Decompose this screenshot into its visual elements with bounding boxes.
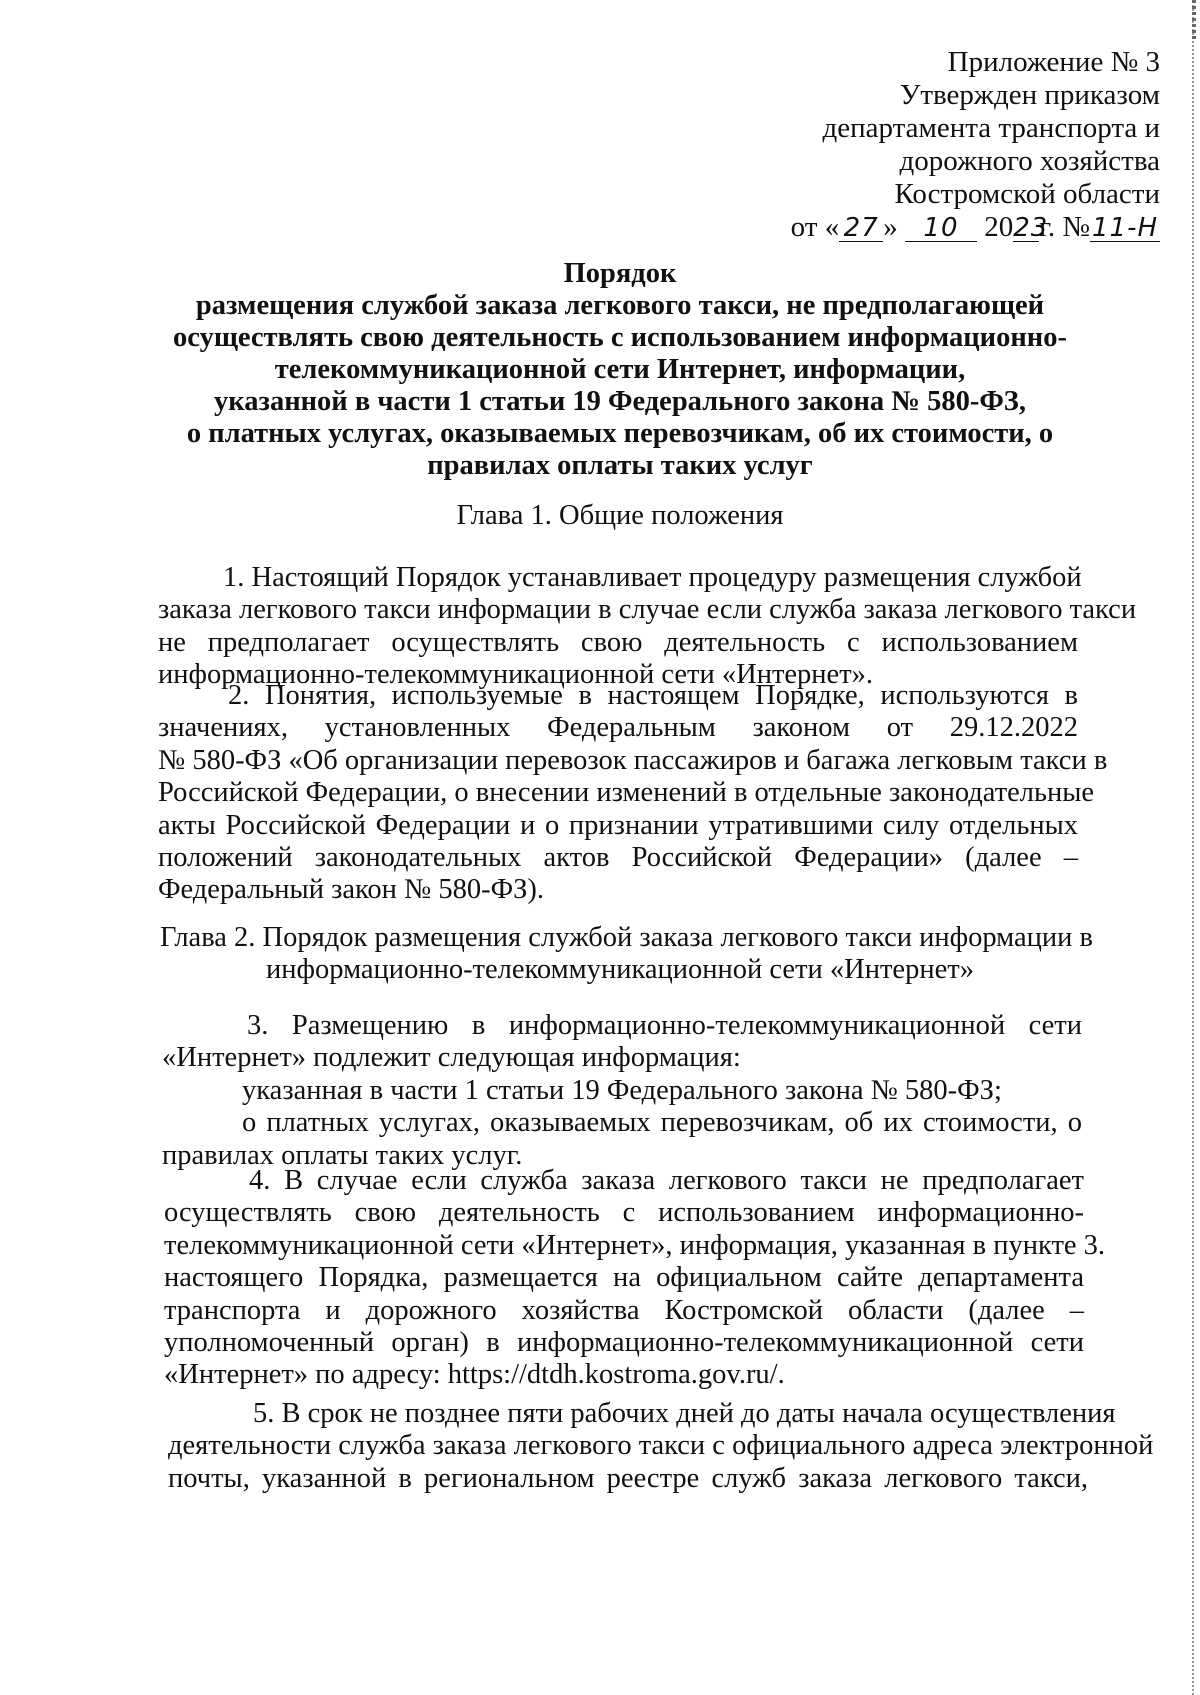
- scan-edge-mark: [1192, 0, 1196, 40]
- paragraph-line: не предполагает осуществлять свою деятельность с использованием: [158, 626, 1078, 658]
- paragraph-line: уполномоченный орган) в информационно-телекоммуникационной сети: [164, 1327, 1084, 1359]
- paragraph-line: правилах оплаты таких услуг.: [162, 1139, 523, 1171]
- paragraph-line: информационно-телекоммуникационной сети «Интернет».: [158, 659, 874, 691]
- title-line: о платных услугах, оказываемых перевозчикам, об их стоимости, о: [186, 418, 1054, 449]
- paragraph-line: положений законодательных актов Российской Федерации» (далее –: [158, 842, 1078, 874]
- chapter-heading-text: Глава 1. Общие положения: [456, 500, 784, 531]
- region-line: Костромской области: [894, 178, 1160, 210]
- paragraph-line: Федеральный закон № 580-ФЗ).: [158, 874, 544, 906]
- paragraph-line: значениях, установленных Федеральным законом от 29.12.2022: [158, 712, 1078, 744]
- paragraph-line: транспорта и дорожного хозяйства Костромской области (далее –: [164, 1294, 1084, 1326]
- chapter-2-heading: [160, 922, 1093, 986]
- paragraph-2: [158, 680, 1108, 907]
- date-prefix: от «: [790, 211, 840, 243]
- title-line: Порядок: [563, 258, 677, 289]
- paragraph-line: акты Российской Федерации и о признании утратившими силу отдельных: [158, 809, 1078, 841]
- approval-block: [740, 46, 1160, 244]
- paragraph-line: 5. В срок не позднее пяти рабочих дней до даты начала осуществления: [253, 1398, 1116, 1429]
- paragraph-4: [164, 1165, 1106, 1392]
- handwritten-year: 23: [1013, 213, 1049, 243]
- paragraph-line: деятельности служба заказа легкового такси с официального адреса электронной: [168, 1430, 1154, 1462]
- department-line: департамента транспорта и: [822, 112, 1160, 144]
- title-line: осуществлять свою деятельность с использованием информационно-: [173, 322, 1067, 353]
- date-quote-close: »: [883, 211, 898, 243]
- title-line: размещения службой заказа легкового такси, не предполагающей: [195, 290, 1045, 321]
- paragraph-line: почты, указанной в региональном реестре служб заказа легкового такси,: [168, 1462, 1088, 1494]
- paragraph-line: «Интернет» по адресу: https://dtdh.kostroma.gov.ru/.: [164, 1359, 785, 1391]
- handwritten-day: 27: [839, 215, 883, 242]
- chapter-heading-text: информационно-телекоммуникационной сети «Интернет»: [266, 954, 974, 985]
- paragraph-line: 1. Настоящий Порядок устанавливает процедуру размещения службой: [223, 562, 1082, 593]
- department-line-2: дорожного хозяйства: [899, 145, 1160, 177]
- paragraph-line: указанная в части 1 статьи 19 Федерального закона № 580-ФЗ;: [242, 1074, 1002, 1106]
- paragraph-5: [168, 1398, 1154, 1495]
- approved-by-order: Утвержден приказом: [899, 79, 1160, 111]
- paragraph-1: [158, 562, 1137, 692]
- title-line: указанной в части 1 статьи 19 Федерального закона № 580-ФЗ,: [214, 386, 1026, 417]
- chapter-heading-text: Глава 2. Порядок размещения службой заказа легкового такси информации в: [160, 922, 1093, 953]
- paragraph-line: 3. Размещению в информационно-телекоммуникационной сети: [247, 1010, 1082, 1041]
- handwritten-month: 10: [905, 215, 977, 242]
- document-title: [160, 258, 1080, 482]
- year-prefix: 20: [984, 211, 1014, 243]
- paragraph-line: № 580-ФЗ «Об организации перевозок пассажиров и багажа легковым такси в: [158, 744, 1108, 776]
- paragraph-line: о платных услугах, оказываемых перевозчикам, об их стоимости, о: [242, 1107, 1082, 1139]
- order-date-line: [740, 211, 1160, 244]
- chapter-1-heading: [160, 500, 1080, 532]
- title-line: телекоммуникационной сети Интернет, информации,: [274, 354, 966, 385]
- paragraph-line: 4. В случае если служба заказа легкового такси не предполагает: [249, 1165, 1084, 1196]
- handwritten-order-number: 11-Н: [1091, 213, 1159, 243]
- paragraph-line: заказа легкового такси информации в случае если служба заказа легкового такси: [158, 594, 1137, 626]
- paragraph-line: «Интернет» подлежит следующая информация:: [162, 1042, 741, 1074]
- paragraph-line: настоящего Порядка, размещается на официальном сайте департамента: [164, 1262, 1084, 1294]
- paragraph-line: 2. Понятия, используемые в настоящем Порядке, используются в: [228, 680, 1078, 711]
- year-suffix: г. №: [1039, 211, 1090, 243]
- paragraph-3: [162, 1010, 1082, 1172]
- scan-edge-line: [1192, 0, 1194, 1695]
- paragraph-line: телекоммуникационной сети «Интернет», информация, указанная в пункте 3.: [164, 1229, 1106, 1261]
- title-line: правилах оплаты таких услуг: [427, 450, 813, 481]
- appendix-number: Приложение № 3: [947, 46, 1160, 78]
- paragraph-line: Российской Федерации, о внесении изменений в отдельные законодательные: [158, 777, 1095, 809]
- paragraph-line: осуществлять свою деятельность с использованием информационно-: [164, 1197, 1084, 1229]
